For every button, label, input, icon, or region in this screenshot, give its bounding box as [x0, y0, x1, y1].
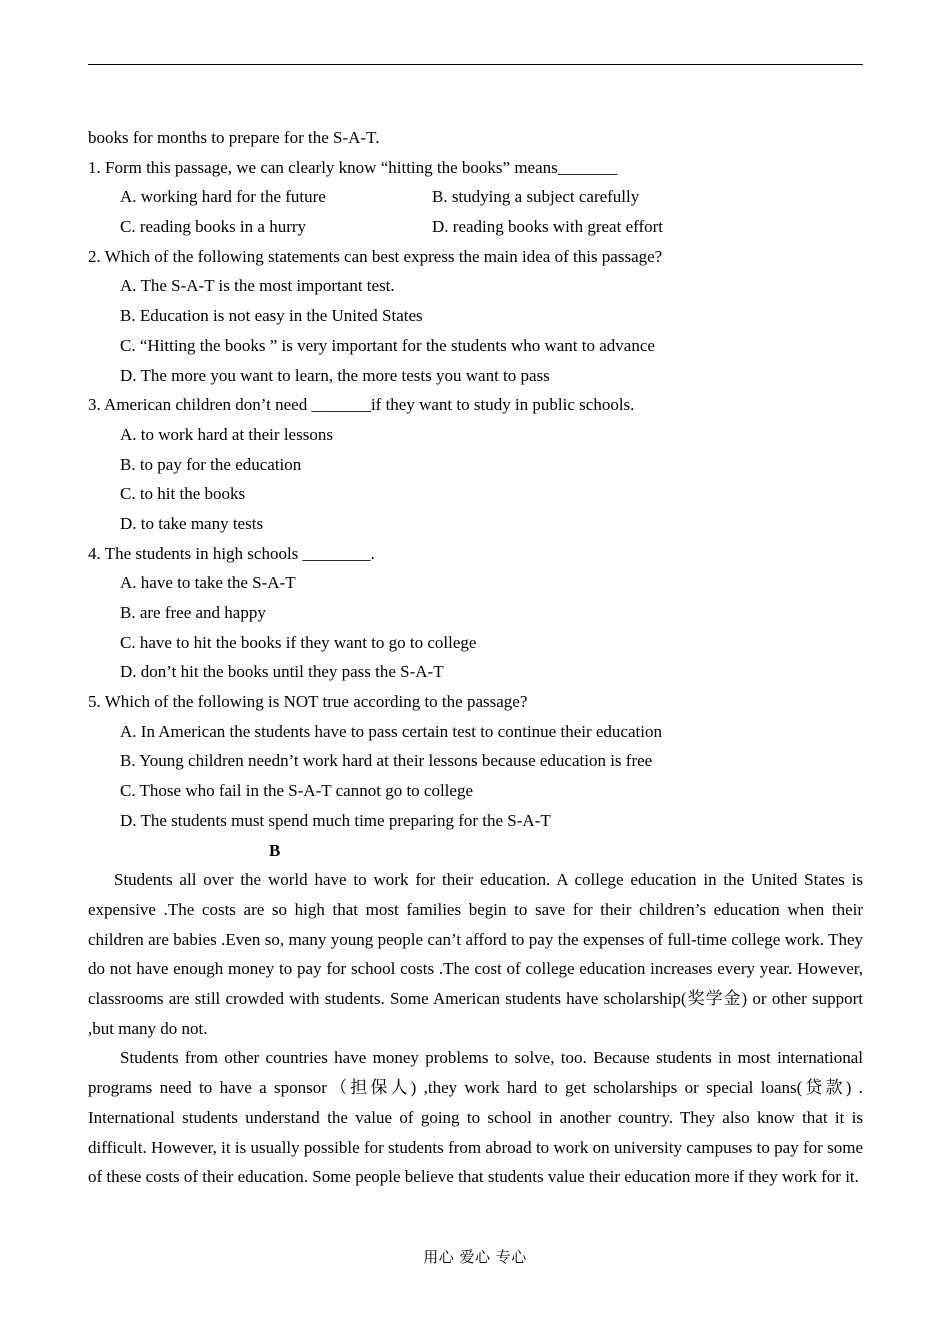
option-1d: D. reading books with great effort [432, 217, 664, 237]
section-b-paragraph-1: Students all over the world have to work for their education. A college education in the United States is expensive .The costs are so high that most families begin to save for their children’s education when their children are babies .Even so, many young people can’t afford to pay the expenses of full-time college work. They do not have enough money to pay for school costs .The cost of college education increases every year. However, classrooms are still crowded with students. Some American students have scholarship(奖学金) or other support ,but many do not. [88, 870, 863, 1038]
option-2a: A. The S-A-T is the most important test. [120, 276, 395, 296]
question-1-stem: 1. Form this passage, we can clearly know “hitting the books” means_______ [88, 157, 618, 177]
section-b-heading: B [269, 840, 281, 860]
option-2d: D. The more you want to learn, the more tests you want to pass [120, 365, 550, 385]
page-content [88, 123, 863, 1192]
option-1c: C. reading books in a hurry [120, 217, 307, 237]
question-4-stem: 4. The students in high schools ________. [88, 543, 375, 563]
option-3c: C. to hit the books [120, 484, 246, 504]
option-2b: B. Education is not easy in the United States [120, 306, 423, 326]
option-4a: A. have to take the S-A-T [120, 573, 296, 593]
option-5a: A. In American the students have to pass certain test to continue their education [120, 721, 662, 741]
question-3-stem: 3. American children don’t need _______if they want to study in public schools. [88, 395, 635, 415]
section-b-paragraph-2: Students from other countries have money problems to solve, too. Because students in most international programs need to have a sponsor（担保人) ,they work hard to get scholarships or special loans(贷款) . International students understand the value of going to school in another country. They also know that it is difficult. However, it is usually possible for students from abroad to work on university campuses to pay for some of these costs of their education. Some people believe that students value their education more if they work for it. [88, 1048, 863, 1187]
option-4b: B. are free and happy [120, 603, 266, 622]
question-1-options-row-2 [88, 212, 863, 242]
option-5c: C. Those who fail in the S-A-T cannot go to college [120, 781, 473, 801]
option-5d: D. The students must spend much time preparing for the S-A-T [120, 810, 551, 830]
option-1a: A. working hard for the future [120, 187, 326, 207]
option-2c: C. “Hitting the books ” is very important for the students who want to advance [120, 335, 655, 355]
intro-line: books for months to prepare for the S-A-T. [88, 128, 380, 147]
question-5-stem: 5. Which of the following is NOT true according to the passage? [88, 692, 528, 712]
page-footer: 用心 爱心 专心 [423, 1248, 527, 1266]
option-3a: A. to work hard at their lessons [120, 424, 333, 444]
question-1-options-row-1 [88, 182, 863, 212]
header-rule [88, 64, 863, 65]
option-4d: D. don’t hit the books until they pass the S-A-T [120, 662, 444, 682]
option-3b: B. to pay for the education [120, 454, 302, 474]
question-2-stem: 2. Which of the following statements can best express the main idea of this passage? [88, 246, 663, 266]
option-1b: B. studying a subject carefully [432, 187, 640, 207]
option-5b: B. Young children needn’t work hard at their lessons because education is free [120, 751, 653, 771]
option-3d: D. to take many tests [120, 513, 264, 533]
option-4c: C. have to hit the books if they want to go to college [120, 632, 477, 652]
